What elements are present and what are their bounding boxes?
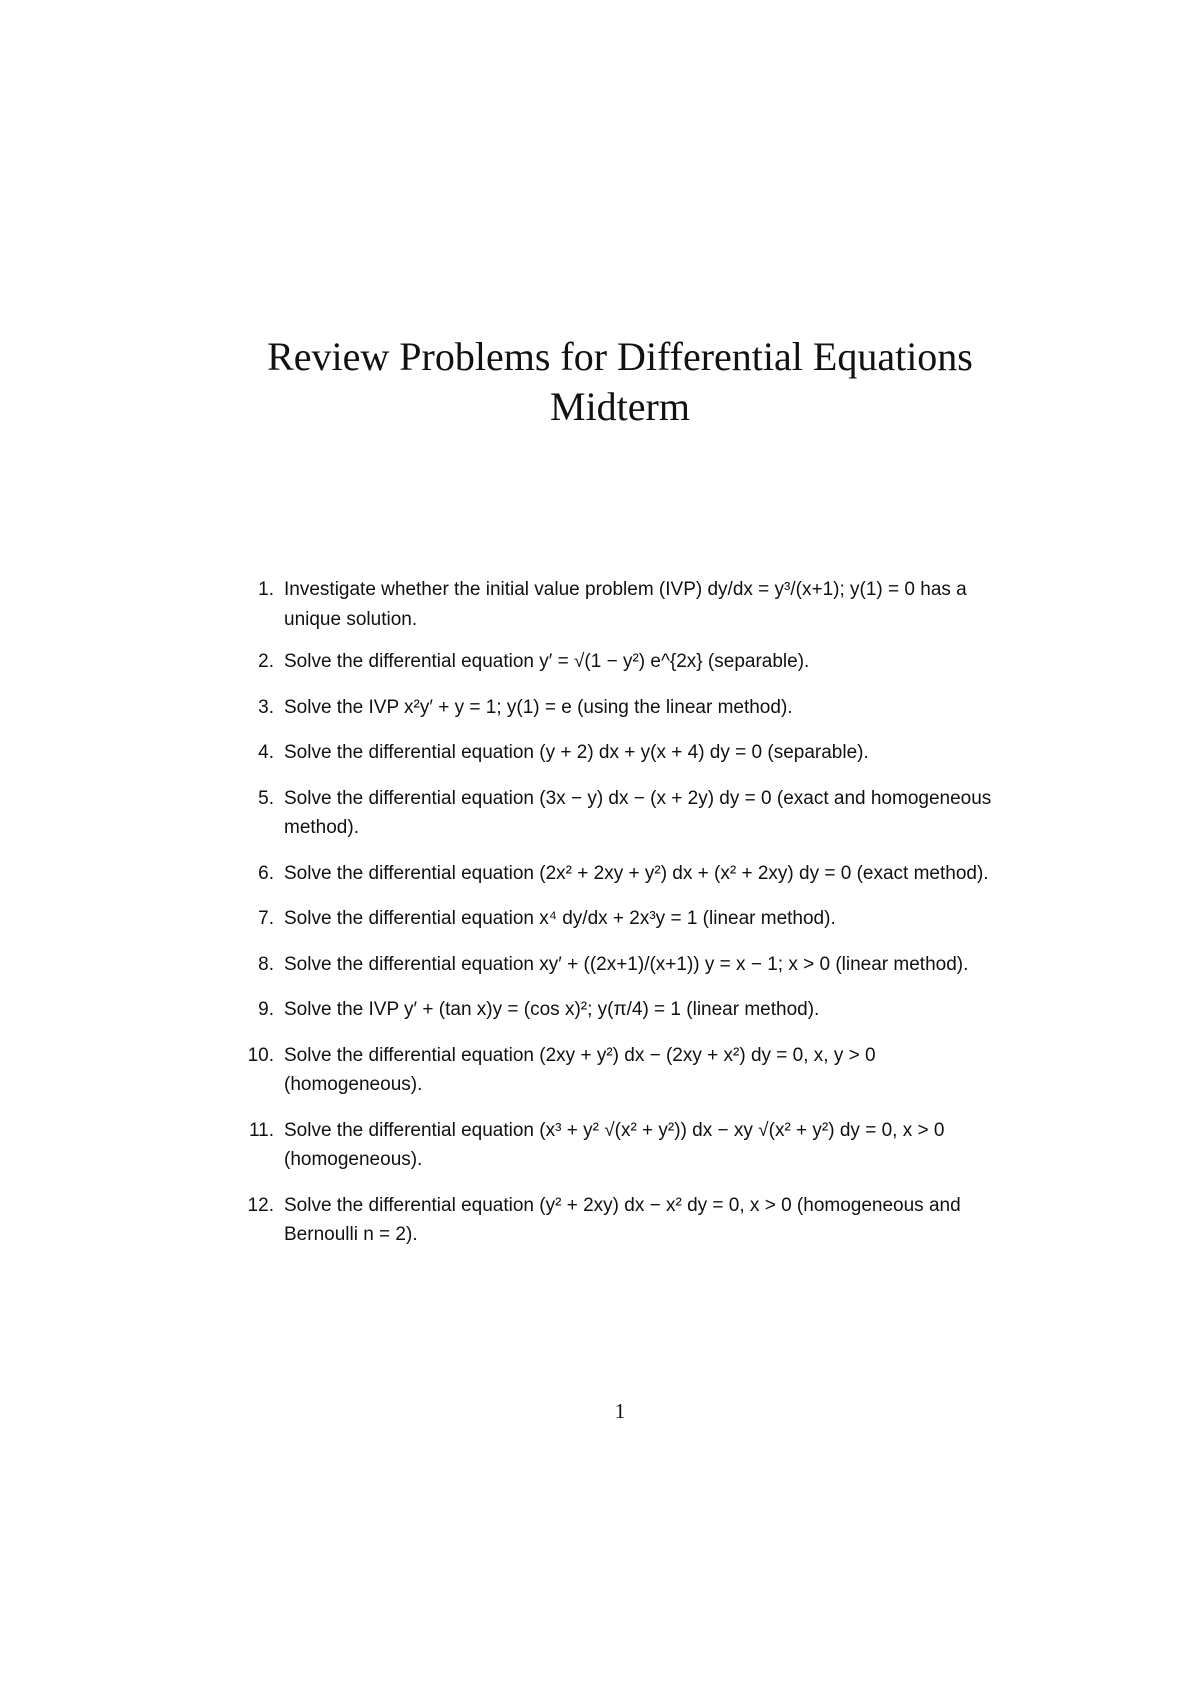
problem-item [258, 647, 1017, 677]
problem-item [258, 784, 1017, 843]
problem-item [247, 1041, 1017, 1100]
problem-item [258, 575, 1017, 634]
problem-text: Solve the differential equation y′ = √(1 − y²) e^{2x} (separable). [284, 651, 810, 672]
problem-number: 6. [258, 862, 274, 884]
title-line-2: Midterm [550, 384, 690, 429]
problem-text: Solve the differential equation (3x − y) dx − (x + 2y) dy = 0 (exact and homogeneous method). [284, 787, 992, 838]
problem-number: 9. [258, 999, 274, 1020]
problem-item [248, 1116, 1017, 1175]
problem-text: Solve the differential equation xy′ + ((2x+1)/(x+1)) y = x − 1; x > 0 (linear method). [284, 953, 969, 975]
problem-text: Solve the IVP y′ + (tan x)y = (cos x)²; y(π/4) = 1 (linear method). [284, 999, 820, 1020]
problem-text: Solve the IVP x²y′ + y = 1; y(1) = e (using the linear method). [284, 696, 793, 718]
title-line-1: Review Problems for Differential Equations [267, 334, 973, 379]
problem-item [258, 950, 1017, 980]
problem-number: 10. [247, 1044, 274, 1066]
problem-number: 4. [258, 742, 274, 763]
problem-item [258, 859, 1017, 889]
problem-text: Solve the differential equation (2xy + y²) dx − (2xy + x²) dy = 0, x, y > 0 (homogeneous). [284, 1044, 876, 1095]
document-title [0, 332, 1200, 432]
problem-item [258, 693, 1017, 723]
problem-number: 2. [258, 651, 274, 672]
problem-text: Solve the differential equation (2x² + 2xy + y²) dx + (x² + 2xy) dy = 0 (exact method). [284, 862, 989, 884]
page-number: 1 [614, 1399, 626, 1423]
problem-text: Solve the differential equation (x³ + y² √(x² + y²)) dx − xy √(x² + y²) dy = 0, x > 0 (homogeneous). [284, 1119, 945, 1170]
problem-text: Solve the differential equation (y + 2) dx + y(x + 4) dy = 0 (separable). [284, 742, 869, 763]
problem-item [247, 1191, 1017, 1250]
problem-text: Solve the differential equation (y² + 2xy) dx − x² dy = 0, x > 0 (homogeneous and Bernoulli n = 2). [284, 1194, 961, 1245]
problem-number: 1. [258, 579, 274, 600]
problem-item [258, 995, 1017, 1025]
problem-item [258, 904, 1017, 934]
problem-text: Investigate whether the initial value problem (IVP) dy/dx = y³/(x+1); y(1) = 0 has a unique solution. [284, 579, 967, 630]
problem-number: 7. [258, 908, 274, 929]
problem-number: 8. [258, 953, 274, 975]
problem-number: 3. [258, 696, 274, 718]
problem-text: Solve the differential equation x⁴ dy/dx + 2x³y = 1 (linear method). [284, 908, 836, 929]
problem-number: 11. [248, 1119, 274, 1141]
problem-item [258, 738, 1017, 768]
problem-number: 5. [258, 787, 274, 809]
problem-number: 12. [247, 1194, 274, 1216]
problem-list [247, 575, 1017, 1250]
